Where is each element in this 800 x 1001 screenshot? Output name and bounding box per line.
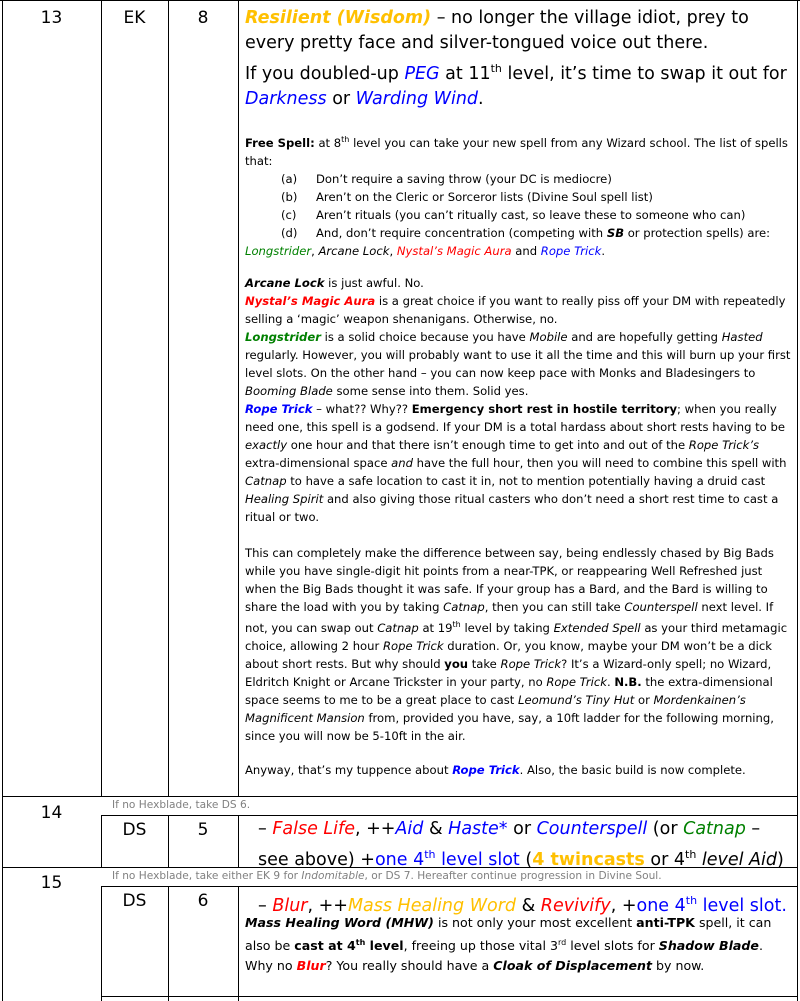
free-spell-label: Free Spell:: [245, 135, 315, 150]
nystal-name: Nystal’s Magic Aura: [245, 294, 376, 308]
row-14-class-level: 5: [197, 820, 209, 840]
list-item: (a) Don’t require a saving throw (your DC is mediocre): [281, 171, 612, 186]
col-divider-3: [238, 0, 239, 796]
spell-arcane-lock: Arcane Lock: [318, 243, 390, 258]
list-item: (d) And, don’t require concentration (competing with SB or protection spells) are:: [281, 225, 771, 240]
col-divider-3c: [238, 886, 239, 1001]
spell-darkness: Darkness: [245, 88, 327, 109]
row-15-level: 15: [40, 873, 63, 893]
row-15-headline: – Blur, ++Mass Healing Word & Revivify, +one 4th level slot.: [258, 894, 787, 916]
spell-longstrider: Longstrider: [245, 243, 312, 258]
closing-paragraph: Anyway, that’s my tuppence about Rope Trick. Also, the basic build is now complete.: [245, 763, 746, 777]
row-14-level: 14: [40, 803, 63, 823]
row-15-bottom: [101, 996, 798, 997]
row-13-class: EK: [123, 8, 146, 28]
row-14-class: DS: [122, 820, 147, 840]
row-13-headline: Resilient (Wisdom) – no longer the village idiot, prey to every pretty face and silver-tongued voice out there. If you doubled-up PEG at 11th level, it’s time to swap it out for Darkness or Warding Wind.: [245, 8, 787, 109]
col-divider-2: [168, 0, 169, 796]
rope-trick-paragraph: This can completely make the difference between say, being endlessly chased by Big Bads while you have single-digit hit points from a near-TPK, or reappearing Well Refreshed just when the Big Bads thought it was safe. If your group has a Bard, and the Bard is willing to share the load with you by taking Catnap, then you can still take Counterspell next level. If not, you can swap out Catnap at 19th level by taking Extended Spell as your third metamagic choice, allowing 2 hour Rope Trick duration. Or, you know, maybe your DM won’t be a dick about short rests. But why should you take Rope Trick? It’s a Wizard-only spell; no Wizard, Eldritch Knight or Arcane Trickster in your party, no Rope Trick. N.B. the extra-dimensional space seems to me to be a great place to cast Leomund’s Tiny Hut or Mordenkainen’s Magnificent Mansion from, provided you have, say, a 10ft ladder for the following morning, since you will now be 5-10ft in the air.: [245, 546, 788, 743]
spell-warding-wind: Warding Wind: [355, 88, 479, 109]
row-15-class: DS: [122, 891, 147, 911]
col-divider-3b: [238, 815, 239, 867]
spell-nystal: Nystal’s Magic Aura: [396, 243, 512, 258]
table-right-border: [797, 0, 798, 1001]
list-item: (c) Aren’t rituals (you can’t ritually cast, so leave these to someone who can): [281, 207, 746, 222]
spell-rope-trick: Rope Trick: [540, 243, 602, 258]
rope-trick-name: Rope Trick: [245, 402, 313, 416]
row-15-class-level: 6: [197, 891, 209, 911]
arcane-lock-name: Arcane Lock: [245, 276, 325, 290]
table-top-border: [0, 0, 800, 1]
spell-peg: PEG: [404, 63, 440, 84]
row-14-note-bottom: [101, 815, 798, 816]
list-item: (b) Aren’t on the Cleric or Sorceror lists (Divine Soul spell list): [281, 189, 653, 204]
row-13-bottom: [2, 796, 798, 797]
table-left-border: [2, 0, 3, 1001]
row-15-note: If no Hexblade, take either EK 9 for Indomitable, or DS 7. Hereafter continue progression in Divine Soul.: [112, 870, 662, 882]
row-13-class-level: 8: [197, 8, 209, 28]
longstrider-name: Longstrider: [245, 330, 321, 344]
feat-resilient: Resilient (Wisdom): [245, 8, 432, 28]
row-14-note: If no Hexblade, take DS 6.: [112, 799, 251, 811]
col-divider-1: [101, 0, 102, 796]
row-13-level: 13: [40, 8, 63, 28]
spell-analysis: Arcane Lock is just awful. No. Nystal’s Magic Aura is a great choice if you want to really piss off your DM with repeatedly selling a ‘magic’ weapon shenanigans. Otherwise, no. Longstrider is a solid choice because you have Mobile and are hopefully getting Hasted regularly. However, you will probably want to use it all the time and this will burn up your first level slots. On the other hand – you can now keep pace with Monks and Bladesingers to Booming Blade some sense into them. Solid yes. Rope Trick – what?? Why?? Emergency short rest in hostile territory; when you really need one, this spell is a godsend. If your DM is a total hardass about short rests having to be exactly one hour and that there isn’t enough time to get into and out of the Rope Trick’s extra-dimensional space and have the full hour, then you will need to combine this spell with Catnap to have a safe location to cast it in, not to mention potentially having a druid cast Healing Spirit and also giving those ritual casters who don’t need a short rest time to cast a ritual or two.: [245, 276, 791, 524]
row-15-note-bottom: [101, 886, 798, 887]
free-spell-criteria: [245, 170, 793, 242]
free-spell-section: Free Spell: at 8th level you can take your new spell from any Wizard school. The list of spells that: (a) Don’t require a saving throw (your DC is mediocre) (b) Aren’t on the Cleric or Sorceror lists (Divine Soul spell list) (c) Aren’t rituals (you can’t ritually cast, so leave these to someone who can) (d) And, don’t require concentration (competing with SB or protection spells) are: Longstrider, Arcane Lock, Nystal’s Magic Aura and Rope Trick.: [245, 131, 793, 260]
row-14-content: – False Life, ++Aid & Haste* or Counterspell (or Catnap – see above) +one 4th level slot (4 twincasts or 4th level Aid): [258, 819, 784, 870]
row-15-body: Mass Healing Word (MHW) is not only your most excellent anti-TPK spell, it can also be cast at 4th level, freeing up those vital 3rd level slots for Shadow Blade. Why no Blur? You really should have a Cloak of Displacement by now.: [245, 915, 772, 974]
